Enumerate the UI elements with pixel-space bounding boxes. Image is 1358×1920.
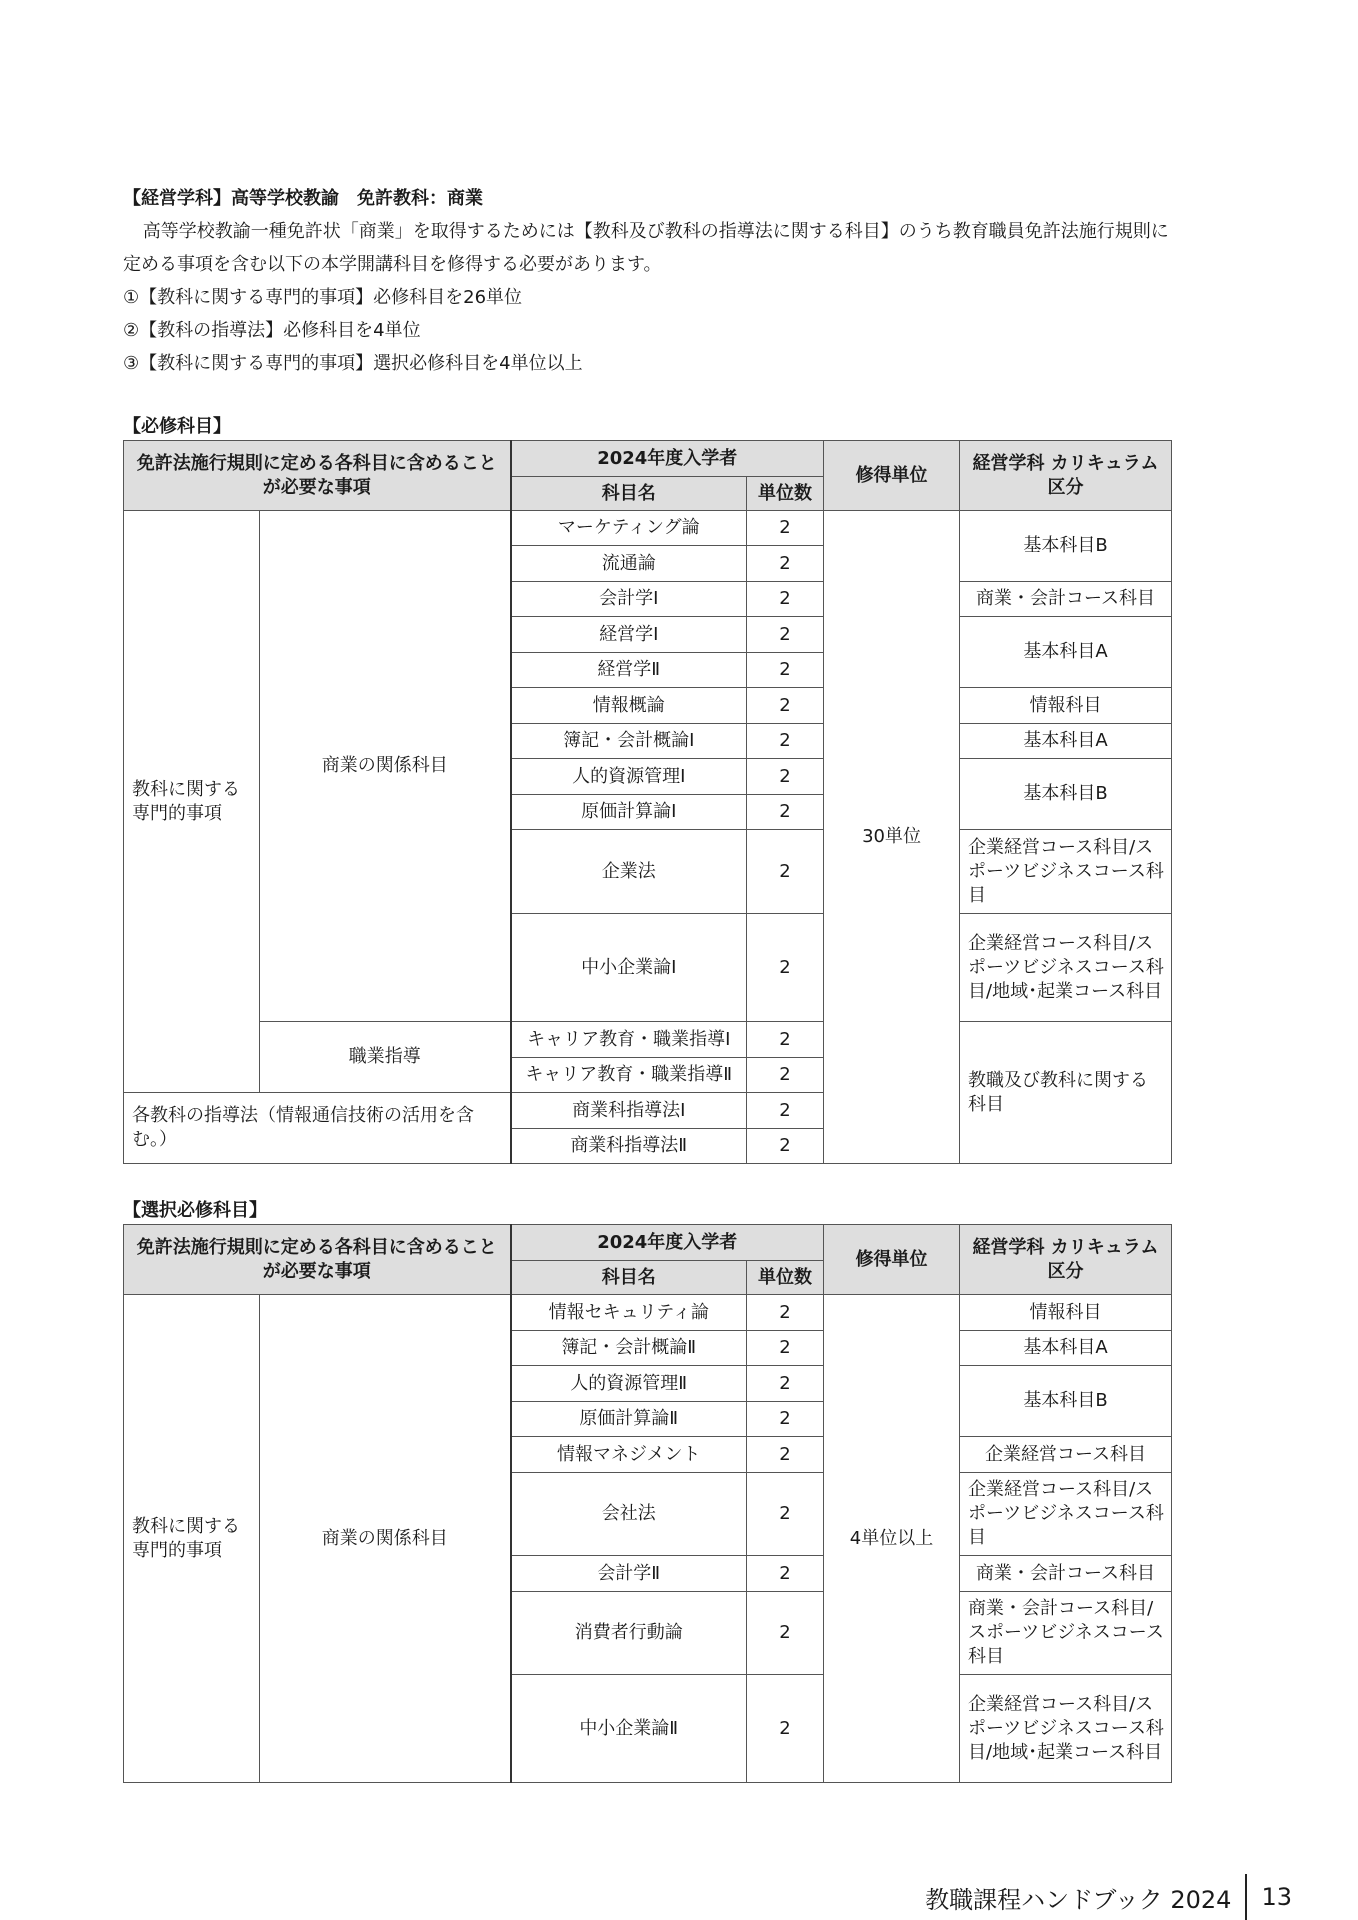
kubun-cell: 基本科目B (960, 759, 1172, 830)
header-kubun: 経営学科 カリキュラム区分 (960, 441, 1172, 511)
kubun-cell: 情報科目 (960, 688, 1172, 724)
course-units: 2 (747, 1675, 824, 1783)
requirement-item-1: ①【教科に関する専門的事項】必修科目を26単位 (123, 287, 523, 308)
header-units: 単位数 (747, 477, 824, 511)
kubun-cell: 基本科目A (960, 724, 1172, 759)
course-units: 2 (747, 1022, 824, 1058)
course-units: 2 (747, 688, 824, 724)
course-units: 2 (747, 1437, 824, 1473)
course-name: キャリア教育・職業指導Ⅱ (511, 1058, 747, 1093)
course-units: 2 (747, 546, 824, 582)
course-units: 2 (747, 795, 824, 830)
course-units: 2 (747, 1058, 824, 1093)
required-label: 【必修科目】 (123, 416, 231, 437)
elective-table (123, 1224, 1172, 1783)
course-name: 商業科指導法Ⅰ (511, 1093, 747, 1129)
kubun-cell: 教職及び教科に関する科目 (960, 1022, 1172, 1164)
course-units: 2 (747, 724, 824, 759)
header-year: 2024年度入学者 (511, 1225, 824, 1261)
category-cell: 教科に関する 専門的事項 (124, 1295, 260, 1783)
course-units: 2 (747, 1331, 824, 1366)
course-name: 会計学Ⅱ (511, 1556, 747, 1592)
intro-section (123, 182, 1173, 380)
course-name: 原価計算論Ⅰ (511, 795, 747, 830)
kubun-cell: 企業経営コース科目 (960, 1437, 1172, 1473)
header-course: 科目名 (511, 477, 747, 511)
header-requirement: 免許法施行規則に定める各科目に含めることが必要な事項 (124, 441, 511, 511)
header-requirement: 免許法施行規則に定める各科目に含めることが必要な事項 (124, 1225, 511, 1295)
course-units: 2 (747, 653, 824, 688)
requirement-item-2: ②【教科の指導法】必修科目を4単位 (123, 320, 421, 341)
kubun-cell: 企業経営コース科目/スポーツビジネスコース科目/地域･起業コース科目 (960, 1675, 1172, 1783)
kubun-cell: 企業経営コース科目/スポーツビジネスコース科目 (960, 830, 1172, 914)
course-name: 会社法 (511, 1473, 747, 1556)
required-table (123, 440, 1172, 1164)
handbook-title: 教職課程ハンドブック 2024 (925, 1885, 1232, 1914)
course-name: 経営学Ⅰ (511, 617, 747, 653)
course-units: 2 (747, 914, 824, 1022)
kubun-cell: 商業・会計コース科目/スポーツビジネスコース科目 (960, 1592, 1172, 1675)
subcategory-cell: 職業指導 (260, 1022, 511, 1093)
course-name: 情報セキュリティ論 (511, 1295, 747, 1331)
course-name: 簿記・会計概論Ⅰ (511, 724, 747, 759)
course-units: 2 (747, 1592, 824, 1675)
course-name: 人的資源管理Ⅱ (511, 1366, 747, 1402)
page-number: 13 (1261, 1883, 1292, 1911)
header-earned: 修得単位 (824, 1225, 960, 1295)
course-units: 2 (747, 582, 824, 617)
earned-units: 30単位 (824, 511, 960, 1164)
course-name: 原価計算論Ⅱ (511, 1402, 747, 1437)
course-name: 商業科指導法Ⅱ (511, 1129, 747, 1164)
earned-units: 4単位以上 (824, 1295, 960, 1783)
kubun-cell: 商業・会計コース科目 (960, 582, 1172, 617)
course-units: 2 (747, 1473, 824, 1556)
course-name: マーケティング論 (511, 511, 747, 546)
course-units: 2 (747, 511, 824, 546)
requirement-item-3: ③【教科に関する専門的事項】選択必修科目を4単位以上 (123, 353, 583, 374)
subcategory-cell: 商業の関係科目 (260, 511, 511, 1022)
course-units: 2 (747, 759, 824, 795)
elective-label: 【選択必修科目】 (123, 1200, 267, 1221)
section-heading: 【経営学科】高等学校教諭 免許教科：商業 (123, 188, 483, 209)
kubun-cell: 商業・会計コース科目 (960, 1556, 1172, 1592)
course-name: 中小企業論Ⅱ (511, 1675, 747, 1783)
kubun-cell: 基本科目B (960, 1366, 1172, 1437)
course-name: 会計学Ⅰ (511, 582, 747, 617)
course-units: 2 (747, 1093, 824, 1129)
kubun-cell: 基本科目A (960, 617, 1172, 688)
course-units: 2 (747, 1295, 824, 1331)
footer-divider (1245, 1874, 1247, 1920)
course-name: 消費者行動論 (511, 1592, 747, 1675)
category-cell: 各教科の指導法（情報通信技術の活用を含む。） (124, 1093, 511, 1164)
category-cell: 教科に関する 専門的事項 (124, 511, 260, 1093)
kubun-cell: 企業経営コース科目/スポーツビジネスコース科目 (960, 1473, 1172, 1556)
intro-paragraph: 高等学校教諭一種免許状「商業」を取得するためには【教科及び教科の指導法に関する科目】のうち教育職員免許法施行規則に定める事項を含む以下の本学開講科目を修得する必要があります。 (123, 221, 1169, 275)
subcategory-cell: 商業の関係科目 (260, 1295, 511, 1783)
course-name: 情報概論 (511, 688, 747, 724)
kubun-cell: 企業経営コース科目/スポーツビジネスコース科目/地域･起業コース科目 (960, 914, 1172, 1022)
course-name: 企業法 (511, 830, 747, 914)
course-units: 2 (747, 1366, 824, 1402)
course-name: キャリア教育・職業指導Ⅰ (511, 1022, 747, 1058)
course-units: 2 (747, 1129, 824, 1164)
course-name: 簿記・会計概論Ⅱ (511, 1331, 747, 1366)
kubun-cell: 基本科目B (960, 511, 1172, 582)
course-units: 2 (747, 617, 824, 653)
header-earned: 修得単位 (824, 441, 960, 511)
course-units: 2 (747, 1402, 824, 1437)
kubun-cell: 基本科目A (960, 1331, 1172, 1366)
kubun-cell: 情報科目 (960, 1295, 1172, 1331)
course-units: 2 (747, 830, 824, 914)
course-name: 情報マネジメント (511, 1437, 747, 1473)
header-year: 2024年度入学者 (511, 441, 824, 477)
header-units: 単位数 (747, 1261, 824, 1295)
course-name: 経営学Ⅱ (511, 653, 747, 688)
course-name: 人的資源管理Ⅰ (511, 759, 747, 795)
page-footer (925, 1874, 1292, 1920)
header-course: 科目名 (511, 1261, 747, 1295)
course-units: 2 (747, 1556, 824, 1592)
course-name: 流通論 (511, 546, 747, 582)
header-kubun: 経営学科 カリキュラム区分 (960, 1225, 1172, 1295)
course-name: 中小企業論Ⅰ (511, 914, 747, 1022)
